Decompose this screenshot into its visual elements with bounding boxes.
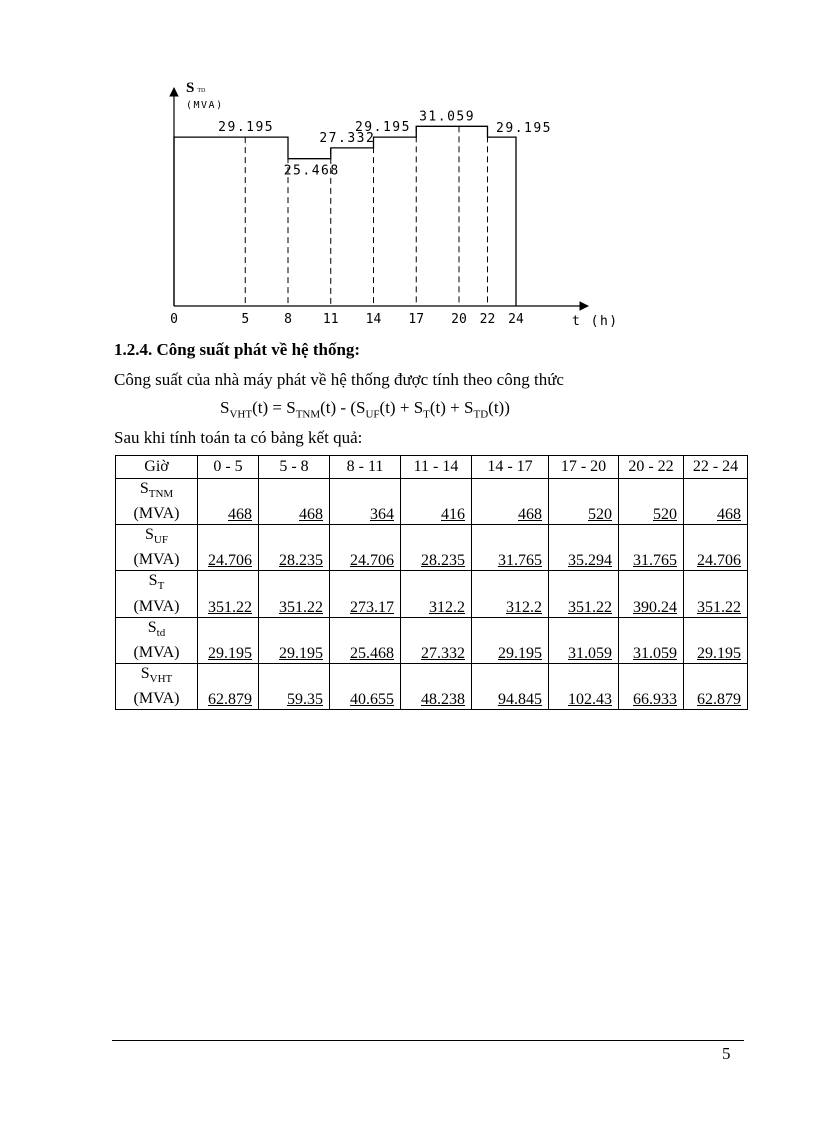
table-cell — [330, 571, 401, 617]
row-label: $S_{UF}$ (MVA) — [116, 525, 198, 571]
formula: $S_{VHT}(t) = S_{TNM}(t) - (S_{UF}(t) + S_T(t) + S_{TD}(t))$ — [220, 398, 510, 421]
table-cell — [549, 617, 619, 663]
table-cell — [198, 479, 259, 525]
table-row — [116, 571, 748, 617]
table-cell — [619, 617, 684, 663]
table-cell — [259, 525, 330, 571]
header-cell: 5 - 8 — [259, 456, 330, 479]
table-cell — [619, 479, 684, 525]
data-label: 29.195 — [496, 121, 553, 137]
cell-value: 351.22 — [568, 598, 612, 616]
cell-value: 66.933 — [633, 690, 677, 708]
cell-value: 35.294 — [568, 552, 612, 570]
cell-value: 351.22 — [279, 598, 323, 616]
cell-value: 520 — [588, 506, 612, 524]
section-heading: 1.2.4. Công suất phát về hệ thống: — [114, 340, 361, 359]
table-row — [116, 617, 748, 663]
cell-value: 351.22 — [697, 598, 741, 616]
cell-value: 29.195 — [279, 644, 323, 662]
table-cell — [472, 571, 549, 617]
y-axis-label: STD — [186, 80, 206, 96]
table-cell — [549, 479, 619, 525]
table-row — [116, 479, 748, 525]
x-axis-label: t (h) — [572, 314, 619, 329]
header-cell: 11 - 14 — [401, 456, 472, 479]
cell-value: 62.879 — [208, 690, 252, 708]
table-cell — [198, 571, 259, 617]
cell-value: 48.238 — [421, 690, 465, 708]
cell-value: 273.17 — [350, 598, 394, 616]
data-label: 31.059 — [419, 109, 476, 125]
table-cell — [330, 663, 401, 709]
table-cell — [619, 663, 684, 709]
cell-value: 468 — [518, 506, 542, 524]
cell-value: 29.195 — [697, 644, 741, 662]
cell-value: 94.845 — [498, 690, 542, 708]
table-cell — [549, 525, 619, 571]
table-cell — [472, 663, 549, 709]
table-row — [116, 663, 748, 709]
header-cell: 8 - 11 — [330, 456, 401, 479]
header-cell: 20 - 22 — [619, 456, 684, 479]
header-cell: 22 - 24 — [684, 456, 748, 479]
x-tick-label: 17 — [408, 312, 425, 327]
header-cell: 17 - 20 — [549, 456, 619, 479]
footer-rule — [112, 1040, 744, 1041]
table-cell — [401, 617, 472, 663]
table-cell — [259, 571, 330, 617]
table-cell — [684, 525, 748, 571]
intro-paragraph: Công suất của nhà máy phát về hệ thống được tính theo công thức — [114, 370, 564, 389]
cell-value: 351.22 — [208, 598, 252, 616]
row-label: $S_{TNM}$ (MVA) — [116, 479, 198, 525]
table-cell — [619, 571, 684, 617]
table-cell — [549, 571, 619, 617]
table-cell — [259, 617, 330, 663]
table-cell — [330, 479, 401, 525]
cell-value: 416 — [441, 506, 465, 524]
cell-value: 27.332 — [421, 644, 465, 662]
cell-value: 312.2 — [506, 598, 542, 616]
table-header-row — [116, 456, 748, 479]
cell-value: 62.879 — [697, 690, 741, 708]
result-intro: Sau khi tính toán ta có bảng kết quả: — [114, 428, 363, 447]
result-table — [115, 455, 748, 710]
cell-value: 29.195 — [498, 644, 542, 662]
table-cell — [401, 479, 472, 525]
table-cell — [472, 479, 549, 525]
cell-value: 24.706 — [350, 552, 394, 570]
cell-value: 468 — [299, 506, 323, 524]
table-cell — [684, 663, 748, 709]
data-label: 25.468 — [283, 163, 340, 179]
x-tick-label: 20 — [451, 312, 467, 327]
header-cell: 14 - 17 — [472, 456, 549, 479]
x-tick-label: 24 — [508, 312, 524, 327]
row-label: $S_{VHT}$ (MVA) — [116, 663, 198, 709]
cell-value: 520 — [653, 506, 677, 524]
data-label: 27.332 — [319, 130, 376, 146]
cell-value: 25.468 — [350, 644, 394, 662]
cell-value: 31.765 — [633, 552, 677, 570]
table-cell — [259, 663, 330, 709]
cell-value: 468 — [228, 506, 252, 524]
cell-value: 28.235 — [421, 552, 465, 570]
x-tick-label: 11 — [322, 312, 339, 327]
table-cell — [330, 617, 401, 663]
cell-value: 468 — [717, 506, 741, 524]
header-cell: 0 - 5 — [198, 456, 259, 479]
x-tick-label: 22 — [479, 312, 496, 327]
table-cell — [684, 571, 748, 617]
load-step-line — [174, 126, 516, 306]
table-cell — [472, 617, 549, 663]
table-cell — [259, 479, 330, 525]
table-cell — [549, 663, 619, 709]
table-cell — [684, 479, 748, 525]
cell-value: 40.655 — [350, 690, 394, 708]
header-cell-hour: Giờ — [116, 456, 198, 479]
table-cell — [401, 571, 472, 617]
cell-value: 31.059 — [568, 644, 612, 662]
cell-value: 24.706 — [697, 552, 741, 570]
y-axis-unit: (MVA) — [186, 100, 224, 111]
data-label: 29.195 — [218, 120, 275, 136]
load-step-chart — [150, 78, 620, 334]
cell-value: 31.765 — [498, 552, 542, 570]
row-label: $S_{td}$ (MVA) — [116, 617, 198, 663]
table-cell — [198, 525, 259, 571]
x-tick-label: 8 — [284, 312, 292, 327]
cell-value: 364 — [370, 506, 394, 524]
cell-value: 312.2 — [429, 598, 465, 616]
cell-value: 59.35 — [287, 690, 323, 708]
cell-value: 24.706 — [208, 552, 252, 570]
x-tick-label: 14 — [365, 312, 382, 327]
table-cell — [330, 525, 401, 571]
table-cell — [198, 617, 259, 663]
page-number: 5 — [722, 1044, 731, 1063]
table-cell — [684, 617, 748, 663]
cell-value: 29.195 — [208, 644, 252, 662]
row-label: $S_T$ (MVA) — [116, 571, 198, 617]
table-row — [116, 525, 748, 571]
table-cell — [401, 663, 472, 709]
cell-value: 102.43 — [568, 690, 612, 708]
cell-value: 31.059 — [633, 644, 677, 662]
x-tick-label: 0 — [170, 312, 178, 327]
table-cell — [198, 663, 259, 709]
cell-value: 28.235 — [279, 552, 323, 570]
x-tick-label: 5 — [241, 312, 250, 327]
cell-value: 390.24 — [633, 598, 677, 616]
data-label: 29.195 — [354, 120, 411, 136]
table-cell — [401, 525, 472, 571]
table-cell — [472, 525, 549, 571]
table-cell — [619, 525, 684, 571]
